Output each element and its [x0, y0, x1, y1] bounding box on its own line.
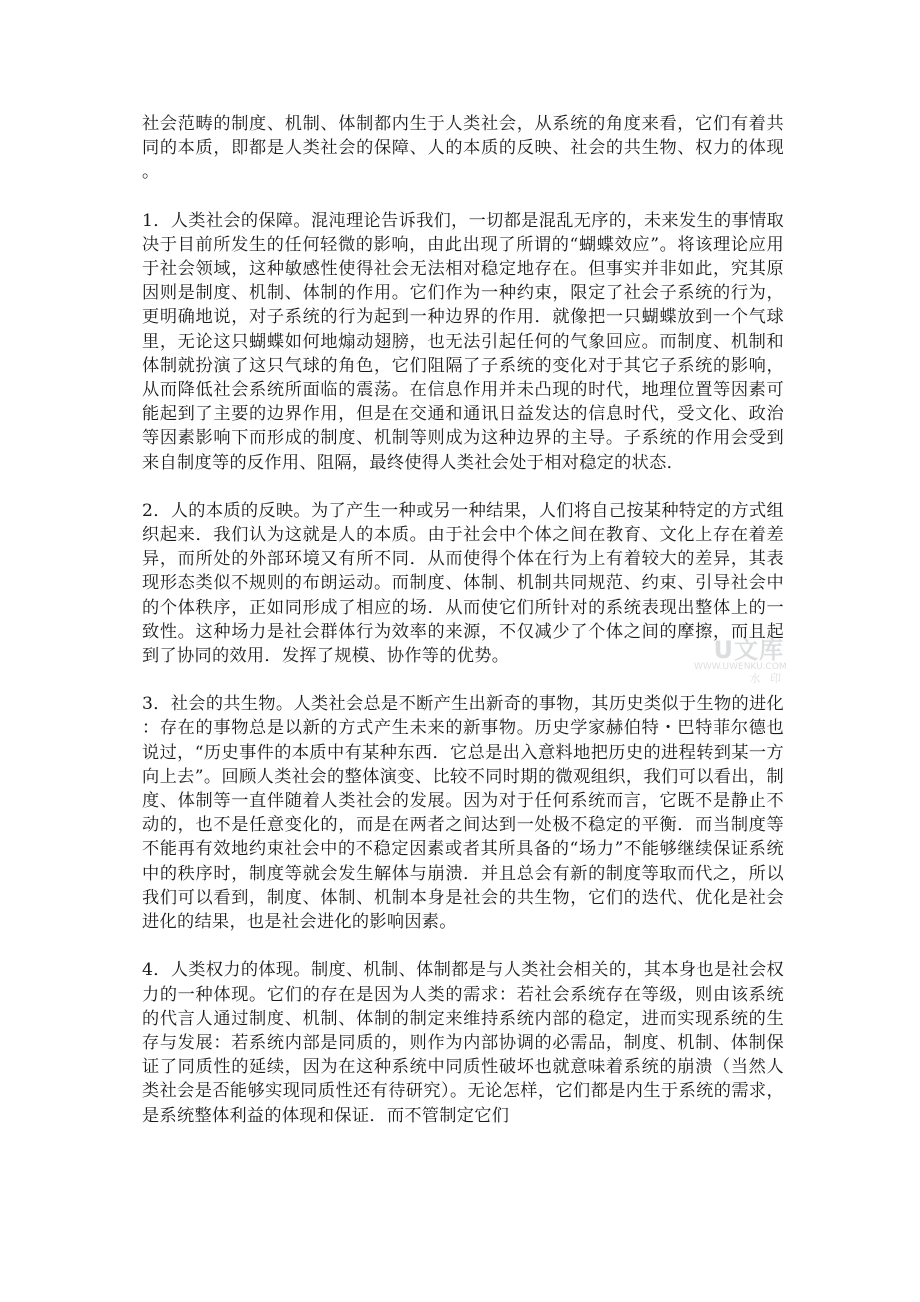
document-body: [142, 112, 787, 1152]
watermark-label: 水 印: [749, 672, 784, 685]
watermark-logo: U文库: [713, 636, 784, 664]
paragraph-section-3: 3．社会的共生物。人类社会总是不断产生出新奇的事物，其历史类似于生物的进化：存在的事物总是以新的方式产生未来的新事物。历史学家赫伯特・巴特菲尔德也说过，“历史事件的本质中有某种东西．它总是出入意料地把历史的进程转到某一方向上去”。回顾人类社会的整体演变、比较不同时期的微观组织，我们可以看出，制度、体制等一直伴随着人类社会的发展。因为对于任何系统而言，它既不是静止不动的，也不是任意变化的，而是在两者之间达到一处极不稳定的平衡．而当制度等不能再有效地约束社会中的不稳定因素或者其所具备的“场力”不能够继续保证系统中的秩序时，制度等就会发生解体与崩溃．并且总会有新的制度等取而代之，所以我们可以看到，制度、体制、机制本身是社会的共生物，它们的迭代、优化是社会进化的结果，也是社会进化的影响因素。: [142, 694, 784, 933]
paragraph-section-1: 1．人类社会的保障。混沌理论告诉我们，一切都是混乱无序的，未来发生的事情取决于目前所发生的任何轻微的影响，由此出现了所谓的“蝴蝶效应”。将该理论应用于社会领域，这种敏感性使得社会无法相对稳定地存在。但事实并非如此，究其原因则是制度、机制、体制的作用。它们作为一种约束，限定了社会子系统的行为，更明确地说，对子系统的行为起到一种边界的作用．就像把一只蝴蝶放到一个气球里，无论这只蝴蝶如何地煽动翅膀，也无法引起任何的气象回应。而制度、机制和体制就扮演了这只气球的角色，它们阻隔了子系统的变化对于其它子系统的影响，从而降低社会系统所面临的震荡。在信息作用并未凸现的时代，地理位置等因素可能起到了主要的边界作用，但是在交通和通讯日益发达的信息时代，受文化、政治等因素影响下而形成的制度、机制等则成为这种边界的主导。子系统的作用会受到来自制度等的反作用、阻隔，最终使得人类社会处于相对稳定的状态．: [142, 210, 784, 473]
paragraph-section-4: 4．人类权力的体现。制度、机制、体制都是与人类社会相关的，其本身也是社会权力的一种体现。它们的存在是因为人类的需求：若社会系统存在等级，则由该系统的代言人通过制度、机制、体制的制定来维持系统内部的稳定，进而实现系统的生存与发展：若系统内部是同质的，则作为内部协调的必需品，制度、机制、体制保证了同质性的延续，因为在这种系统中同质性破坏也就意味着系统的崩溃（当然人类社会是否能够实现同质性还有待研究）。无论怎样，它们都是内生于系统的需求，是系统整体利益的体现和保证．而不管制定它们: [142, 960, 784, 1126]
paragraph-section-2: 2．人的本质的反映。为了产生一种或另一种结果，人们将自己按某种特定的方式组织起来．我们认为这就是人的本质。由于社会中个体之间在教育、文化上存在着差异，而所处的外部环境又有所不同．从而使得个体在行为上有着较大的差异，其表现形态类似不规则的布朗运动。而制度、体制、机制共同规范、约束、引导社会中的个体秩序，正如同形成了相应的场．从而使它们所针对的系统表现出整体上的一致性。这种场力是社会群体行为效率的来源，不仅减少了个体之间的摩擦，而且起到了协同的效用．发挥了规模、协作等的优势。: [142, 500, 784, 667]
watermark-domain: WWW.UWENKU.COM: [694, 662, 787, 672]
paragraph-intro: 社会范畴的制度、机制、体制都内生于人类社会，从系统的角度来看，它们有着共同的本质，即都是人类社会的保障、人的本质的反映、社会的共生物、权力的体现。: [142, 114, 784, 183]
